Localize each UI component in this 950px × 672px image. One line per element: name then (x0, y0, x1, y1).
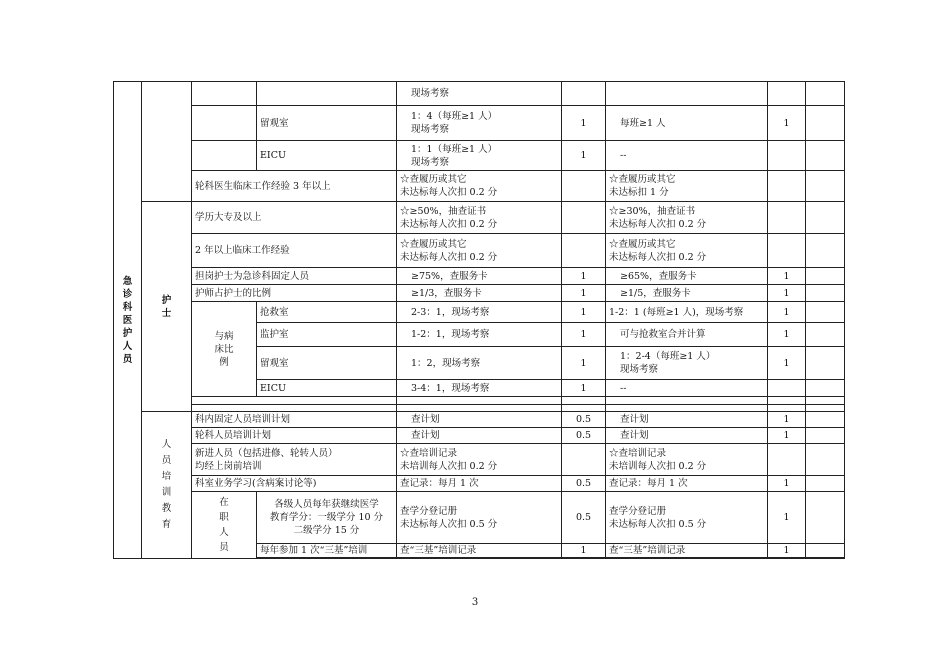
item-cell: EICU (257, 380, 397, 397)
table-row (114, 397, 845, 405)
standard2-cell: 查计划 (606, 412, 768, 428)
standard2-cell: ☆查培训记录 未培训每人次扣 0.2 分 (606, 444, 768, 476)
page-number: 3 (471, 597, 479, 608)
item-cell: 留观室 (257, 106, 397, 141)
table-row (114, 82, 845, 106)
table-row (114, 285, 845, 302)
method-cell: ☆查履历或其它 未达标每人次扣 0.2 分 (397, 234, 562, 268)
score2-cell: 1 (768, 492, 806, 544)
item-cell: 各级人员每年获继续医学 教育学分：一级学分 10 分 二级学分 15 分 (257, 492, 397, 544)
section-training: 人员培训教育 (142, 412, 192, 559)
method-cell: ≥75%，查服务卡 (397, 268, 562, 285)
evaluation-table (113, 81, 845, 559)
score-cell: 1 (562, 268, 606, 285)
score2-cell: 1 (768, 285, 806, 302)
standard2-cell: ☆查履历或其它 未达标扣 1 分 (606, 171, 768, 202)
standard2-cell: 查记录：每月 1 次 (606, 476, 768, 492)
method-cell: 查“三基”培训记录 (397, 544, 562, 558)
table-row (114, 106, 845, 141)
standard2-cell: ≥65%，查服务卡 (606, 268, 768, 285)
table-row (114, 202, 845, 234)
table-row (114, 412, 845, 428)
method-cell: 2-3：1，现场考察 (397, 302, 562, 323)
subsection-ratio: 与病床比例 (192, 302, 257, 397)
table-row (114, 171, 845, 202)
method-cell: 1：4（每班≥1 人） 现场考察 (397, 106, 562, 141)
method-cell: 1-2：1，现场考察 (397, 323, 562, 347)
score2-cell: 1 (768, 412, 806, 428)
method-cell: ☆查履历或其它 未达标每人次扣 0.2 分 (397, 171, 562, 202)
score-cell: 1 (562, 302, 606, 323)
table-row (114, 302, 845, 323)
table-row (114, 476, 845, 492)
standard2-cell: 查计划 (606, 428, 768, 444)
score-cell: 1 (562, 141, 606, 171)
standard2-cell: -- (606, 380, 768, 397)
method-cell: 1：1（每班≥1 人） 现场考察 (397, 141, 562, 171)
standard2-cell: 查“三基”培训记录 (606, 544, 768, 558)
score2-cell: 1 (768, 476, 806, 492)
method-cell: 3-4：1，现场考察 (397, 380, 562, 397)
score-cell: 0.5 (562, 412, 606, 428)
standard2-cell: 每班≥1 人 (606, 106, 768, 141)
standard2-cell: -- (606, 141, 768, 171)
score-cell: 1 (562, 285, 606, 302)
item-cell: 科内固定人员培训计划 (192, 412, 397, 428)
score2-cell: 1 (768, 428, 806, 444)
method-cell: 查计划 (397, 412, 562, 428)
method-cell: ≥1/3，查服务卡 (397, 285, 562, 302)
score-cell: 1 (562, 323, 606, 347)
score2-cell: 1 (768, 323, 806, 347)
item-cell: 护师占护士的比例 (192, 285, 397, 302)
score-cell: 1 (562, 347, 606, 380)
standard2-cell: 1-2：1 (每班≥1 人)，现场考察 (606, 302, 768, 323)
method-cell: ☆≥50%，抽查证书 未达标每人次扣 0.2 分 (397, 202, 562, 234)
table-row (114, 444, 845, 476)
item-cell: 轮科人员培训计划 (192, 428, 397, 444)
score2-cell: 1 (768, 268, 806, 285)
method-cell: 现场考察 (397, 82, 562, 106)
score2-cell: 1 (768, 544, 806, 558)
score-cell: 0.5 (562, 476, 606, 492)
standard2-cell: ☆查履历或其它 未达标每人次扣 0.2 分 (606, 234, 768, 268)
table-row (114, 141, 845, 171)
item-cell: 监护室 (257, 323, 397, 347)
score2-cell: 1 (768, 302, 806, 323)
score2-cell: 1 (768, 106, 806, 141)
table-row (114, 492, 845, 544)
method-cell: 查学分登记册 未达标每人次扣 0.5 分 (397, 492, 562, 544)
score-cell: 1 (562, 544, 606, 558)
table-row (114, 428, 845, 444)
standard2-cell: ≥1/5，查服务卡 (606, 285, 768, 302)
item-cell: 担岗护士为急诊科固定人员 (192, 268, 397, 285)
score-cell: 1 (562, 106, 606, 141)
standard2-cell: ☆≥30%，抽查证书 未达标每人次扣 0.2 分 (606, 202, 768, 234)
item-cell: 抢救室 (257, 302, 397, 323)
table-row (114, 234, 845, 268)
method-cell: 1：2，现场考察 (397, 347, 562, 380)
standard2-cell: 1：2-4（每班≥1 人） 现场考察 (606, 347, 768, 380)
standard2-cell: 查学分登记册 未达标每人次扣 0.5 分 (606, 492, 768, 544)
category-cell: 急诊科医护人员 (114, 82, 142, 559)
item-cell: 新进人员（包括进修、轮转人员） 均经上岗前培训 (192, 444, 397, 476)
item-cell: EICU (257, 141, 397, 171)
subsection-inservice: 在职人员 (192, 492, 257, 559)
score-cell: 0.5 (562, 492, 606, 544)
score-cell: 1 (562, 380, 606, 397)
table-row (114, 405, 845, 412)
item-cell: 轮科医生临床工作经验 3 年以上 (192, 171, 397, 202)
standard2-cell: 可与抢救室合并计算 (606, 323, 768, 347)
score-cell: 0.5 (562, 428, 606, 444)
item-cell: 2 年以上临床工作经验 (192, 234, 397, 268)
section-nurse: 护士 (142, 202, 192, 412)
method-cell: ☆查培训记录 未培训每人次扣 0.2 分 (397, 444, 562, 476)
item-cell: 学历大专及以上 (192, 202, 397, 234)
item-cell: 留观室 (257, 347, 397, 380)
score2-cell: 1 (768, 347, 806, 380)
method-cell: 查记录：每月 1 次 (397, 476, 562, 492)
item-cell: 每年参加 1 次“三基”培训 (257, 544, 397, 558)
item-cell: 科室业务学习(含病案讨论等) (192, 476, 397, 492)
method-cell: 查计划 (397, 428, 562, 444)
table-row (114, 268, 845, 285)
